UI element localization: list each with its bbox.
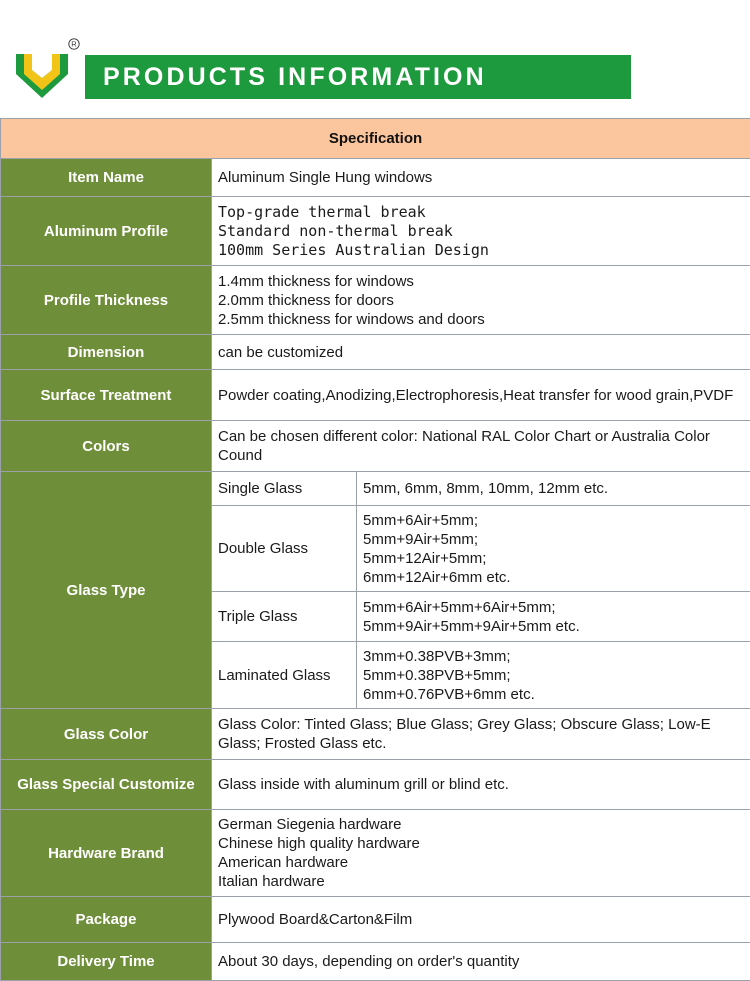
row-label: Glass Color bbox=[1, 709, 212, 760]
row-value: Glass Color: Tinted Glass; Blue Glass; Grey Glass; Obscure Glass; Low-E Glass; Frosted Glass etc. bbox=[212, 709, 750, 760]
row-value: 1.4mm thickness for windows 2.0mm thickness for doors 2.5mm thickness for windows and doors bbox=[212, 266, 750, 335]
shield-logo-icon bbox=[14, 50, 70, 100]
specification-table bbox=[0, 118, 750, 981]
table-row bbox=[1, 760, 750, 810]
row-value: Glass inside with aluminum grill or blind etc. bbox=[212, 760, 750, 810]
table-row bbox=[1, 370, 750, 421]
page-header bbox=[0, 0, 750, 118]
row-label: Surface Treatment bbox=[1, 370, 212, 421]
table-row bbox=[1, 335, 750, 370]
glass-type-name: Triple Glass bbox=[212, 592, 357, 642]
row-label: Glass Type bbox=[1, 472, 212, 709]
registered-mark-icon bbox=[68, 38, 80, 50]
row-label: Profile Thickness bbox=[1, 266, 212, 335]
row-value: German Siegenia hardware Chinese high quality hardware American hardware Italian hardware bbox=[212, 810, 750, 897]
glass-type-name: Double Glass bbox=[212, 506, 357, 592]
row-label: Item Name bbox=[1, 159, 212, 197]
row-value: Powder coating,Anodizing,Electrophoresis,Heat transfer for wood grain,PVDF bbox=[212, 370, 750, 421]
row-label: Dimension bbox=[1, 335, 212, 370]
table-row bbox=[1, 897, 750, 943]
glass-type-value: 5mm+6Air+5mm; 5mm+9Air+5mm; 5mm+12Air+5mm; 6mm+12Air+6mm etc. bbox=[357, 506, 750, 592]
table-heading: Specification bbox=[1, 119, 750, 159]
row-value: Can be chosen different color: National RAL Color Chart or Australia Color Cound bbox=[212, 421, 750, 472]
glass-type-name: Single Glass bbox=[212, 472, 357, 506]
row-value: Plywood Board&Carton&Film bbox=[212, 897, 750, 943]
table-row bbox=[1, 472, 750, 506]
glass-type-value: 3mm+0.38PVB+3mm; 5mm+0.38PVB+5mm; 6mm+0.76PVB+6mm etc. bbox=[357, 642, 750, 709]
glass-type-value: 5mm+6Air+5mm+6Air+5mm; 5mm+9Air+5mm+9Air+5mm etc. bbox=[357, 592, 750, 642]
table-row bbox=[1, 197, 750, 266]
glass-type-name: Laminated Glass bbox=[212, 642, 357, 709]
table-row bbox=[1, 943, 750, 981]
table-row bbox=[1, 159, 750, 197]
row-label: Colors bbox=[1, 421, 212, 472]
page-title: PRODUCTS INFORMATION bbox=[103, 63, 487, 92]
row-label: Hardware Brand bbox=[1, 810, 212, 897]
table-row bbox=[1, 810, 750, 897]
table-header-row bbox=[1, 119, 750, 159]
row-label: Aluminum Profile bbox=[1, 197, 212, 266]
glass-type-value: 5mm, 6mm, 8mm, 10mm, 12mm etc. bbox=[357, 472, 750, 506]
table-row bbox=[1, 709, 750, 760]
title-banner bbox=[85, 55, 631, 99]
row-label: Package bbox=[1, 897, 212, 943]
row-label: Glass Special Customize bbox=[1, 760, 212, 810]
row-value: About 30 days, depending on order's quantity bbox=[212, 943, 750, 981]
table-row bbox=[1, 421, 750, 472]
row-label: Delivery Time bbox=[1, 943, 212, 981]
row-value: Aluminum Single Hung windows bbox=[212, 159, 750, 197]
row-value: can be customized bbox=[212, 335, 750, 370]
table-row bbox=[1, 266, 750, 335]
svg-text:R: R bbox=[71, 40, 77, 49]
row-value: Top-grade thermal break Standard non-thermal break 100mm Series Australian Design bbox=[212, 197, 750, 266]
